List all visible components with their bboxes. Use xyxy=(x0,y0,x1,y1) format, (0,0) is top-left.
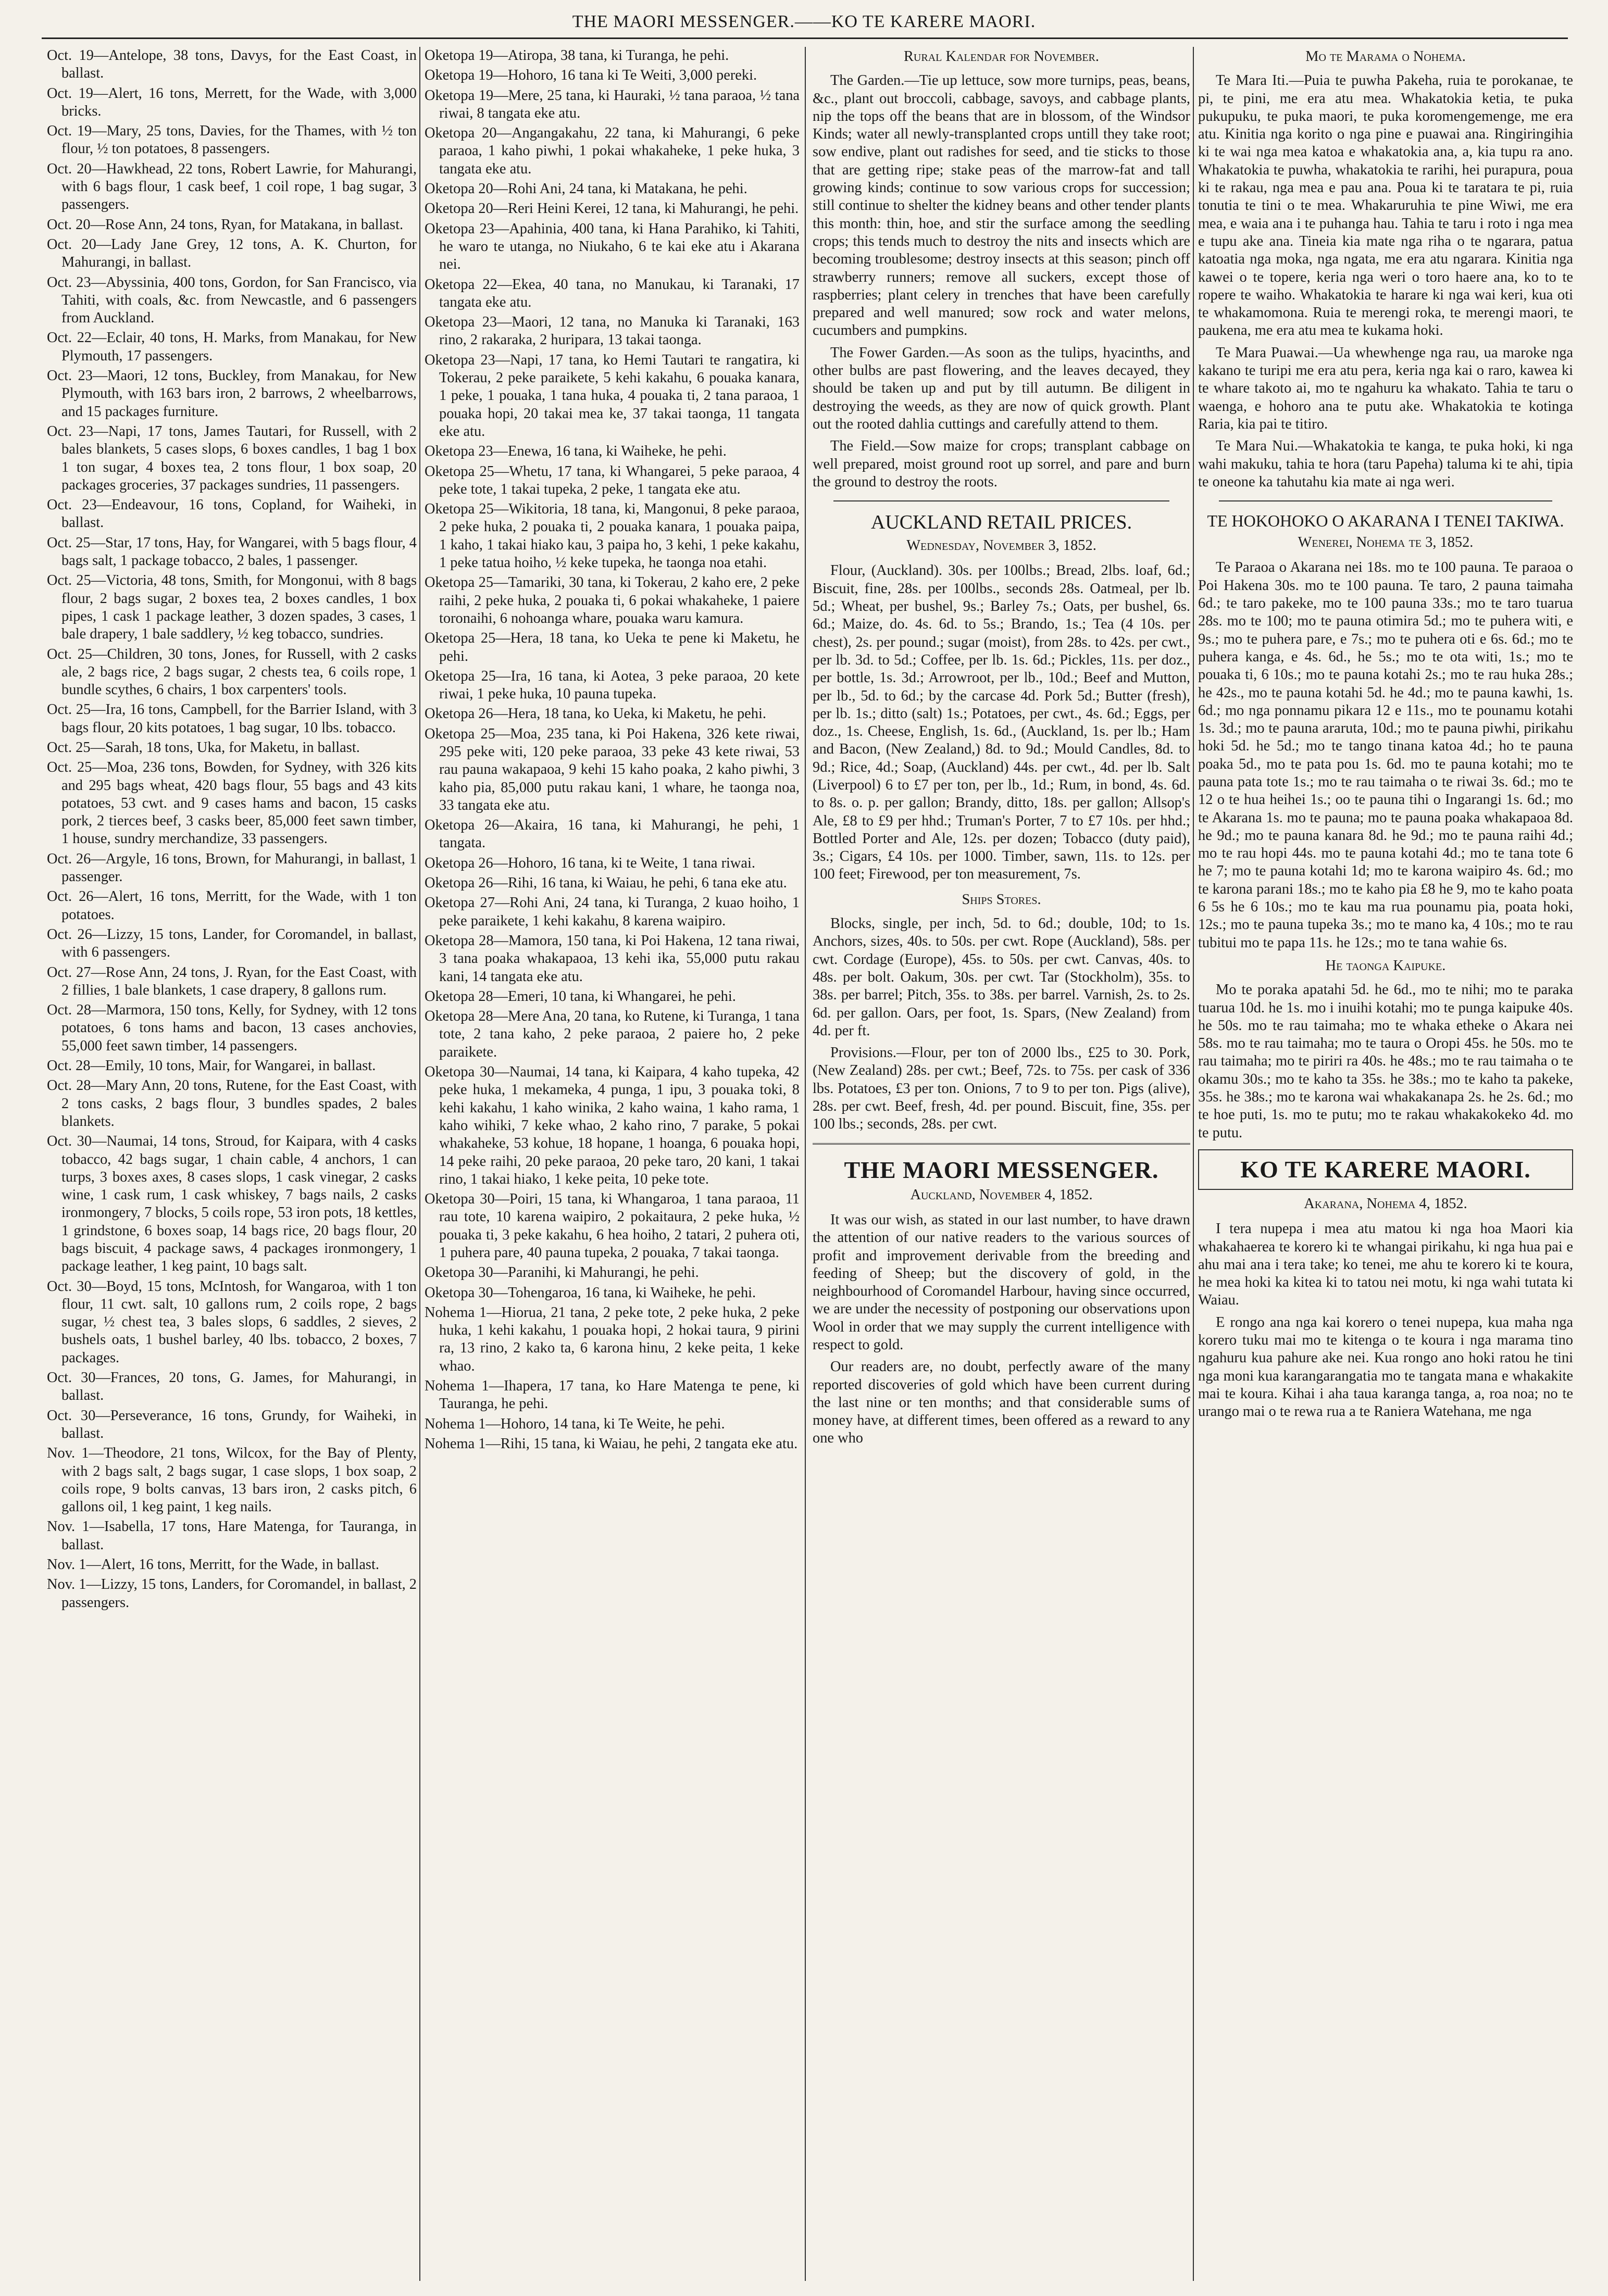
shipping-entry: Oketopa 25—Moa, 235 tana, ki Poi Hakena, 326 kete riwai, 295 peke witi, 120 peke paraoa, 33 peke 43 kete riwai, 53 rau pauna wakapaoa, 9 kehi 15 kaho poaka, 2 kaho piwhi, 3 kaho pia, 85,000 putu rakau kani, 1 whare, he taonga noa, 33 tangata eke atu. xyxy=(425,725,800,813)
hokohoko-title: TE HOKOHOKO O AKARANA I TENEI TAKIWA. xyxy=(1207,511,1564,531)
rural-paragraph: The Fower Garden.—As soon as the tulips, hyacinths, and other bulbs are past flowering, and the leaves decayed, they should be taken up and put by till autumn. Be diligent in destroying the weeds, as they are now of quick growth. Plant out the rooted dahlia cuttings and carefully attend to them. xyxy=(813,344,1190,432)
shipping-entry: Oct. 22—Eclair, 40 tons, H. Marks, from Manakau, for New Plymouth, 17 passengers. xyxy=(47,330,417,364)
rural-paragraph: The Garden.—Tie up lettuce, sow more turnips, peas, beans, &c., plant out broccoli, cabbage, savoys, and cabbage plants, nip the tops off the beans that are in blossom, of the Windsor Kinds; water all newly-transplanted crops untill they take root; sow endive, plant out radishes for seed, and tie sticks to those that are getting ripe; stake peas of the marrow-fat and tall growing kinds; continue to sow various crops for succession; still continue to shelter the kidney beans and other tender plants this month: thin, hoe, and stir the surface among the seedling crops; this tends much to destroy the nits and insects which are becoming troublesome; destroy insects at this season; pinch off strawberry runners; remove all suckers, except those of raspberries; plant celery in trenches that have been carefully prepared and well manured; sow rock and water melons, cucumbers and pumpkins. xyxy=(813,72,1190,339)
retail-prices-title: AUCKLAND RETAIL PRICES. xyxy=(870,511,1132,534)
hokohoko-date: Wenerei, Nohema te 3, 1852. xyxy=(1298,534,1474,551)
shipping-entry: Oketopa 25—Ira, 16 tana, ki Aotea, 3 peke paraoa, 20 kete riwai, 1 peke huka, 10 pauna tupeka. xyxy=(425,668,800,702)
shipping-departures-english xyxy=(47,47,417,2286)
shipping-entry: Oketopa 20—Rohi Ani, 24 tana, ki Matakana, he pehi. xyxy=(425,181,747,197)
column-rule xyxy=(1193,47,1194,2281)
retail-prices-text: Flour, (Auckland). 30s. per 100lbs.; Bread, 2lbs. loaf, 6d.; Biscuit, fine, 28s. per 100lbs., seconds 28s. Oatmeal, per lb. 5d.; Wheat, per bushel, 9s.; Barley 7s.; Oats, per bushel, 6s. 6d.; Maize, do. 4s. 6d. to 5s.; Brando, 1s.; Tea (4 10s. per chest), 2s. per pound.; sugar (moist), from 28s. to 42s. per cwt., per lb. 3d. to 5d.; Coffee, per lb. 1s. 6d.; Pickles, 11s. per doz., per bottle, 1s. 3d.; Arrowroot, per lb., 10d.; Beef and Mutton, per lb., 5d. to 6d.; by the carcase 4d. Pork 5d.; Butter (fresh), per lb. 1s.; ditto (salt) 1s.; Potatoes, per cwt., 4s. 6d.; Eggs, per doz., 1s. Cheese, English, 1s. 6d., (Auckland, 1s. per lb.; Ham and Bacon, (New Zealand,) 8d. to 9d.; Mould Candles, 8d. to 9d.; Rice, 4d.; Soap, (Auckland) 44s. per cwt., 4d. per lb. Salt (Liverpool) 6 to £7 per ton, per lb., 1d.; Rum, in bond, 4s. 6d. to 8s. o. p. per gallon; Brandy, ditto, 18s. per gallon; Allsop's Ale, £8 to £9 per hhd.; Truman's Porter, 7 to £7 10s. per hhd.; Bottled Porter and Ale, 12s. per dozen; Tobacco (duty paid), 3s.; Cigars, £4 10s. per 1000. Timber, sawn, 11s. to 12s. per 100 feet; Firewood, per ton measurement, 7s. xyxy=(813,562,1190,883)
shipping-entry: Oketopa 19—Hohoro, 16 tana ki Te Weiti, 3,000 pereki. xyxy=(425,67,757,84)
shipping-entry: Oketopa 22—Ekea, 40 tana, no Manukau, ki Taranaki, 17 tangata eke atu. xyxy=(425,276,800,310)
shipping-entry: Oct. 20—Rose Ann, 24 tons, Ryan, for Matakana, in ballast. xyxy=(47,216,404,233)
shipping-entry: Oct. 30—Frances, 20 tons, G. James, for Mahurangi, in ballast. xyxy=(47,1370,417,1404)
shipping-entry: Oketopa 30—Naumai, 14 tana, ki Kaipara, 4 kaho tupeka, 42 peke huka, 1 mekameka, 4 punga, 1 ipu, 3 pouaka toki, 8 kehi kakahu, 1 kaho winika, 2 kaho waina, 1 kaho rama, 1 kaho wihiki, 7 keke whao, 2 kaho rino, 7 parake, 5 pokai whakaheke, 53 kohue, 18 hopane, 1 hoanga, 6 pouaka hopi, 14 peke raihi, 20 peke paraoa, 20 peke taro, 20 kani, 1 takai rino, 1 takai hiako, 1 keke peita, 10 peke tote. xyxy=(425,1064,800,1187)
shipping-entry: Oct. 30—Boyd, 15 tons, McIntosh, for Wangaroa, with 1 ton flour, 11 cwt. salt, 10 gallons rum, 2 coils rope, 2 bags sugar, ½ chest tea, 3 bales slops, 6 saddles, 2 sieves, 2 bushels oats, 1 bushel barley, 40 lbs. tobacco, 2 boxes, 7 packages. xyxy=(47,1278,417,1366)
shipping-entry: Oct. 28—Marmora, 150 tons, Kelly, for Sydney, with 12 tons potatoes, 6 tons hams and bacon, 13 cases anchovies, 55,000 feet sawn timber, 14 passengers. xyxy=(47,1002,417,1054)
karere-paragraph: E rongo ana nga kai korero o tenei nupepa, kua maha nga korero tuku mai mo te kitenga o te koura i nga marama tino ngahuru kua pahure ake nei. Kua rongo ano hoki ratou he tini nga moni kua karangarangatia mo te tangata mana e whakakite mai te koura. Kihai i aha taua karanga tanga, a, roa noa; no te urango mai o te rewa rua a te Raniera Watehana, me nga xyxy=(1198,1314,1573,1420)
shipping-entry: Nov. 1—Isabella, 17 tons, Hare Matenga, for Tauranga, in ballast. xyxy=(47,1519,417,1553)
shipping-entry: Nov. 1—Theodore, 21 tons, Wilcox, for the Bay of Plenty, with 2 bags salt, 2 bags sugar, 1 case slops, 1 box soap, 2 coils rope, 9 bolts canvas, 13 bars iron, 2 casks pitch, 6 gallons oil, 1 keg paint, 1 keg nails. xyxy=(47,1445,417,1515)
shipping-entry: Oketopa 19—Atiropa, 38 tana, ki Turanga, he pehi. xyxy=(425,47,729,64)
shipping-entry: Oketopa 28—Emeri, 10 tana, ki Whangarei, he pehi. xyxy=(425,988,736,1005)
shipping-entry: Oketopa 25—Tamariki, 30 tana, ki Tokerau, 2 kaho ere, 2 peke raihi, 2 peke huka, 2 pouaka ti, 6 pokai whakaheke, 1 paiere toronaihi, 6 nohoanga whare, pouaka waru kamura. xyxy=(425,574,800,626)
shipping-entry: Oketopa 25—Hera, 18 tana, ko Ueka te pene ki Maketu, he pehi. xyxy=(425,630,800,664)
shipping-entry: Oketopa 30—Tohengaroa, 16 tana, ki Waiheke, he pehi. xyxy=(425,1284,756,1301)
shipping-entry: Oct. 25—Children, 30 tons, Jones, for Russell, with 2 casks ale, 2 bags rice, 2 bags sugar, 2 chests tea, 6 coils rope, 1 bundle scythes, 6 chairs, 1 box carpenters' tools. xyxy=(47,646,417,698)
shipping-entry: Oct. 19—Mary, 25 tons, Davies, for the Thames, with ½ ton flour, ½ ton potatoes, 8 passengers. xyxy=(47,123,417,157)
marama-title: Mo te Marama o Nohema. xyxy=(1305,48,1466,65)
shipping-entry: Oketopa 26—Rihi, 16 tana, ki Waiau, he pehi, 6 tana eke atu. xyxy=(425,875,787,892)
hokohoko-text: Te Paraoa o Akarana nei 18s. mo te 100 pauna. Te paraoa o Poi Hakena 30s. mo te 100 pauna. Te taro, 2 pauna taimaha 6d.; te taro pakeke, mo te 100 pauna 33s.; mo te taro tuarua 28s. mo te 100; mo te pauna otimira 5d.; mo te puhera witi, e 9s.; mo te puhera pare, e 7s.; mo te puhera oti e 6s. 6d.; mo te puhera kanga, e 4s. 6d., he 5s.; mo te ota witi, 1s.; mo te pouaka ti, 6 10s.; mo te pauna kotahi 2s.; mo te rau huka 28s.; he 42s., mo te pauna kotahi 5d. he 4d.; mo te pauna kawhi, 1s. 6d.; mo nga ponnamu pikara 12 e 11s., mo te pounamu kotahi 1s. 3d.; mo te pauna araruta, 10d.; mo te pauna piwhi, pirikahu hoki 5d. he 5d.; mo te tango tinana katoa 4d.; ho te pauna poaka 5d., mo te pata pou 1s. 6d. mo te pauna kotahi; mo te pauna pata tote 1s.; mo te rau taimaha o te riwai 3s. 6d.; mo te 12 o te hua heihei 1s.; oo te pauna tihi o Ingarangi 1s. 6d.; mo te Akarana 1s. mo te pauna; mo te pauna poaka whakapaoa 8d. he 9d.; mo te pauna kanara 8d. he 9d.; mo te pauna raihi 4d.; mo te rau hopi 44s. mo te pauna kotahi 4d.; mo te tana tote 6 he 7; mo te pauna kotahi 1d; mo te karona waipiro 4s. 6d.; mo te karona parani 18s.; mo te kaho pia £8 he 9, mo te kaho poata 6 5s he 6 10s.; mo te kau ma rua pounamu pia, poata hoki, 12s.; mo te pauna tupeka 3s.; mo te mano ka, 4 10s.; mo te rau tubitui mo te papa 11s. he 12s.; mo te tana wahie 6s. xyxy=(1198,559,1573,951)
shipping-entry: Oct. 23—Napi, 17 tons, James Tautari, for Russell, with 2 bales blankets, 5 cases slops, 6 boxes candles, 1 bag 1 box 1 ton sugar, 4 boxes tea, 2 tons flour, 1 box soap, 20 packages groceries, 37 packages sundries, 11 passengers. xyxy=(47,423,417,493)
column-three xyxy=(813,47,1190,2286)
shipping-entry: Oketopa 20—Reri Heini Kerei, 12 tana, ki Mahurangi, he pehi. xyxy=(425,200,799,217)
editorial-paragraph: Our readers are, no doubt, perfectly aware of the many reported discoveries of gold which have been current during the last nine or ten months; and that considerable sums of money have, at different times, been offered as a reward to any one who xyxy=(813,1359,1190,1447)
shipping-entry: Oct. 26—Alert, 16 tons, Merritt, for the Wade, with 1 ton potatoes. xyxy=(47,888,417,923)
shipping-entry: Oct. 30—Naumai, 14 tons, Stroud, for Kaipara, with 4 casks tobacco, 42 bags sugar, 1 chain cable, 4 anchors, 1 can turps, 3 boxes axes, 8 cases slops, 1 cask vinegar, 2 casks wine, 1 cask rum, 1 cask whiskey, 7 bags nails, 2 casks ironmongery, 7 blocks, 5 coils rope, 53 iron pots, 18 kettles, 1 grindstone, 6 boxes soap, 14 bags rice, 20 bags flour, 20 bags biscuit, 4 package saws, 4 packages ironmongery, 1 package leather, 1 keg paint, 10 bags salt. xyxy=(47,1133,417,1275)
shipping-entry: Oct. 23—Endeavour, 16 tons, Copland, for Waiheki, in ballast. xyxy=(47,497,417,531)
shipping-entry: Oketopa 26—Hohoro, 16 tana, ki te Weite, 1 tana riwai. xyxy=(425,855,756,871)
shipping-entry: Oct. 25—Sarah, 18 tons, Uka, for Maketu, in ballast. xyxy=(47,739,360,756)
shipping-entry: Oct. 26—Lizzy, 15 tons, Lander, for Coromandel, in ballast, with 6 passengers. xyxy=(47,926,417,961)
karere-title-box xyxy=(1198,1149,1573,1190)
rural-paragraph: The Field.—Sow maize for crops; transplant cabbage on well prepared, moist ground root up sorrel, and pare and burn the ground to destroy the roots. xyxy=(813,438,1190,490)
marama-paragraph: Te Mara Nui.—Whakatokia te kanga, te puka hoki, ki nga wahi makuku, tahia te hora (taru Papeha) taluma ki te ahi, tipia te oneone ka tahutahu kia mate ai nga weri. xyxy=(1198,438,1573,490)
column-four xyxy=(1198,47,1573,2286)
ships-stores-title: Ships Stores. xyxy=(962,891,1041,908)
kaipuke-title: He taonga Kaipuke. xyxy=(1325,957,1446,974)
marama-paragraph: Te Mara Iti.—Puia te puwha Pakeha, ruia te porokanae, te pi, te pini, me era atu mea. Whakatokia ketia, te puka pukupuku, te puka maori, te puka koromengemenge, me era atu. Kinitia nga korito o nga pine e puawai ana. Ringiringihia ki te wai nga mea katoa e whakatokia ana, a, kia tupu ra ano. Whakatokia te puwha, whakatokia te rarihi, hei purapura, poua ki te rakau, nga mea e pau ana. Poua ki te taratara te pi, ruia tonutia te tini o te mea. Whakaruruhia te pine Wiwi, me era mea, e waia ana i te puhanga hau. Tahia te taru i roto i nga mea e tupu ake ana. Tineia kia mate nga riha o te ngarara, patua katoatia nga moka, nga ngata, me era atu ngarara. Kinitia nga kawei o te topere, keria nga weri o toro haere ana, ko to te ropere te waiho. Whakatokia te harare ki nga wai keri, kua oti te whakamomona. Ruia te merengi roka, te merengi maori, te paukena, me era atu mea te kukama hoki. xyxy=(1198,72,1573,339)
maori-messenger-title: THE MAORI MESSENGER. xyxy=(844,1156,1159,1183)
provisions-text: Provisions.—Flour, per ton of 2000 lbs., £25 to 30. Pork, (New Zealand) 28s. per cwt.; Beef, 72s. to 75s. per cask of 336 lbs. Potatoes, £3 per ton. Onions, 7 to 9 to per ton. Pigs (alive), 28s. per cwt. Beef, fresh, 4d. per pound. Biscuit, fine, 35s. per 100 lbs.; seconds, 28s. per cwt. xyxy=(813,1045,1190,1133)
shipping-entry: Oct. 23—Abyssinia, 400 tons, Gordon, for San Francisco, via Tahiti, with coals, &c. from Newcastle, and 6 passengers from Auckland. xyxy=(47,274,417,327)
kaipuke-text: Mo te poraka apatahi 5d. he 6d., mo te nihi; mo te paraka tuarua 10d. he 1s. mo i inuihi kotahi; mo te punga kaipuke 40s. he 50s. mo te rau taimaha; mo te whaka etheke o Akara nei 58s. mo te rau taimaha; mo te taura o Oropi 45s. he 50s. mo te rau taimaha; mo te piriri ra 40s. he 48s.; mo te rau taimaha o te okamu 30s.; mo te kaho ta 35s. he 38s.; mo te kaho ta pakeke, 35s. he 38s.; mo te karona wai whakakanapa 2s. he 2s. 6d.; mo te hoe puti, 1s. mo te putu; mo te rakau whakakokeko 4d. mo te putu. xyxy=(1198,982,1573,1141)
shipping-entry: Nohema 1—Ihapera, 17 tana, ko Hare Matenga te pene, ki Tauranga, he pehi. xyxy=(425,1378,800,1412)
shipping-entry: Oct. 28—Mary Ann, 20 tons, Rutene, for the East Coast, with 2 tons casks, 2 bags flour, 3 bundles spades, 2 bales blankets. xyxy=(47,1077,417,1130)
column-rule xyxy=(419,47,420,2281)
shipping-entry: Oketopa 28—Mamora, 150 tana, ki Poi Hakena, 12 tana riwai, 3 tana poaka whakapaoa, 13 kehi ika, 55,000 putu rakau kani, 14 tangata eke atu. xyxy=(425,932,800,985)
shipping-entry: Oct. 19—Alert, 16 tons, Merrett, for the Wade, with 3,000 bricks. xyxy=(47,85,417,119)
shipping-entry: Oketopa 30—Poiri, 15 tana, ki Whangaroa, 1 tana paraoa, 11 rau tote, 10 karena waipiro, 2 pokaitaura, 2 peke huka, ½ pouaka ti, 3 peke kakahu, 6 hea hoiho, 2 tatari, 2 puhera oti, 1 puhera pare, 40 pauna tupeka, 2 pouaka, 7 takai taonga. xyxy=(425,1191,800,1261)
shipping-entry: Oct. 27—Rose Ann, 24 tons, J. Ryan, for the East Coast, with 2 fillies, 1 bale blankets, 1 case drapery, 8 gallons rum. xyxy=(47,964,417,998)
shipping-entry: Oketopa 20—Angangakahu, 22 tana, ki Mahurangi, 6 peke paraoa, 1 kaho piwhi, 1 pokai whakaheke, 1 peke huka, 3 tangata eke atu. xyxy=(425,125,800,177)
shipping-entry: Oct. 25—Moa, 236 tons, Bowden, for Sydney, with 326 kits and 295 bags wheat, 420 bags flour, 55 bags and 43 kits potatoes, 53 cwt. and 9 cases hams and bacon, 15 casks pork, 2 tierces beef, 3 casks beer, 85,000 feet sawn timber, 1 house, sundry merchandize, 33 passengers. xyxy=(47,759,417,847)
section-rule xyxy=(833,500,1169,501)
shipping-entry: Nohema 1—Hohoro, 14 tana, ki Te Weite, he pehi. xyxy=(425,1415,725,1432)
shipping-entry: Oketopa 23—Maori, 12 tana, no Manuka ki Taranaki, 163 rino, 2 rakaraka, 2 huripara, 13 takai taonga. xyxy=(425,314,800,348)
shipping-entry: Oct. 25—Victoria, 48 tons, Smith, for Mongonui, with 8 bags flour, 2 bags sugar, 2 boxes tea, 2 boxes candles, 1 box pipes, 1 cask 1 package leather, 3 dozen spades, 3 cases, 1 bale drapery, 1 bale saddlery, ½ keg tobacco, sundries. xyxy=(47,572,417,643)
shipping-entry: Nov. 1—Alert, 16 tons, Merritt, for the Wade, in ballast. xyxy=(47,1557,379,1573)
shipping-entry: Oketopa 23—Apahinia, 400 tana, ki Hana Parahiko, ki Tahiti, he waro te utanga, no Niukaho, 6 te kai eke atu i Akarana nei. xyxy=(425,220,800,273)
shipping-departures-maori xyxy=(425,47,800,2286)
shipping-entry: Oketopa 19—Mere, 25 tana, ki Hauraki, ½ tana paraoa, ½ tana riwai, 8 tangata eke atu. xyxy=(425,87,800,121)
shipping-entry: Oketopa 25—Wikitoria, 18 tana, ki, Mangonui, 8 peke paraoa, 2 peke huka, 2 pouaka ti, 2 pouaka kanara, 1 pouaka paipa, 1 kaho, 1 takai hiako kau, 3 paipa ho, 3 kehi, 1 peke kakahu, 1 peke tatua hoiho, ½ keke tupeka, he taonga noa etahi. xyxy=(425,501,800,571)
shipping-entry: Oct. 25—Star, 17 tons, Hay, for Wangarei, with 5 bags flour, 4 bags salt, 1 package tobacco, 2 bales, 1 passenger. xyxy=(47,534,417,569)
retail-prices-date: Wednesday, November 3, 1852. xyxy=(906,537,1096,554)
editorial-paragraph: It was our wish, as stated in our last number, to have drawn the attention of our native readers to the various sources of profit and improvement derivable from the breeding and feeding of Sheep; but the discovery of gold, in the neighbourhood of Coromandel Harbour, having since occurred, we are under the necessity of postponing our observations upon Wool in order that we may supply the current intelligence with respect to gold. xyxy=(813,1211,1190,1353)
shipping-entry: Nohema 1—Rihi, 15 tana, ki Waiau, he pehi, 2 tangata eke atu. xyxy=(425,1435,798,1452)
shipping-entry: Oct. 20—Hawkhead, 22 tons, Robert Lawrie, for Mahurangi, with 6 bags flour, 1 cask beef, 1 coil rope, 1 bag sugar, 3 passengers. xyxy=(47,160,417,213)
shipping-entry: Oct. 26—Argyle, 16 tons, Brown, for Mahurangi, in ballast, 1 passenger. xyxy=(47,850,417,885)
shipping-entry: Nov. 1—Lizzy, 15 tons, Landers, for Coromandel, in ballast, 2 passengers. xyxy=(47,1576,417,1611)
shipping-entry: Oct. 30—Perseverance, 16 tons, Grundy, for Waiheki, in ballast. xyxy=(47,1407,417,1441)
shipping-entry: Oketopa 25—Whetu, 17 tana, ki Whangarei, 5 peke paraoa, 4 peke tote, 1 takai tupeka, 2 peke, 1 tangata eke atu. xyxy=(425,463,800,497)
karere-title: KO TE KARERE MAORI. xyxy=(1240,1156,1531,1183)
shipping-entry: Oct. 23—Maori, 12 tons, Buckley, from Manakau, for New Plymouth, with 163 bars iron, 2 barrows, 2 wheelbarrows, and 15 packages furniture. xyxy=(47,368,417,420)
marama-paragraph: Te Mara Puawai.—Ua whewhenge nga rau, ua maroke nga kakano te turipi me era atu pera, keria nga kai o raro, kawea ki te whare takoto ai, mo te ngahuru ka whakato. Tahia te taru o waenga, e hohoro ana te putu ake. Whakatokia te kotinga Raria, kia pai te titiro. xyxy=(1198,344,1573,432)
karere-date: Akarana, Nohema 4, 1852. xyxy=(1304,1195,1467,1212)
shipping-entry: Oketopa 26—Hera, 18 tana, ko Ueka, ki Maketu, he pehi. xyxy=(425,706,766,722)
column-rule xyxy=(805,47,806,2281)
rural-kalendar-title: Rural Kalendar for November. xyxy=(903,48,1099,65)
ships-stores-text: Blocks, single, per inch, 5d. to 6d.; double, 10d; to 1s. Anchors, sizes, 40s. to 50s. per cwt. Rope (Auckland), 58s. per cwt. Cordage (Europe), 45s. to 50s. per cwt. Canvas, 40s. to 48s. per bolt. Oakum, 30s. per cwt. Tar (Stockholm), 35s. to 38s. per barrel; Pitch, 35s. to 38s. per barrel. Varnish, 2s. to 2s. 6d. per gallon. Oars, per foot, 1s. Spars, (New Zealand) from 4d. per ft. xyxy=(813,915,1190,1039)
shipping-entry: Oct. 25—Ira, 16 tons, Campbell, for the Barrier Island, with 3 bags flour, 20 kits potatoes, 1 bag sugar, 10 lbs. tobacco. xyxy=(47,701,417,736)
shipping-entry: Nohema 1—Hiorua, 21 tana, 2 peke tote, 2 peke huka, 2 peke huka, 1 kehi kakahu, 1 pouaka hopi, 2 hokai taura, 9 pirini ra, 13 rino, 2 kako ta, 6 karona hinu, 2 keke peita, 1 keke whao. xyxy=(425,1304,800,1374)
shipping-entry: Oketopa 30—Paranihi, ki Mahurangi, he pehi. xyxy=(425,1264,699,1281)
double-rule xyxy=(813,1143,1190,1147)
shipping-entry: Oct. 28—Emily, 10 tons, Mair, for Wangarei, in ballast. xyxy=(47,1058,376,1074)
maori-messenger-date: Auckland, November 4, 1852. xyxy=(910,1186,1093,1203)
shipping-entry: Oketopa 23—Enewa, 16 tana, ki Waiheke, he pehi. xyxy=(425,443,727,460)
karere-paragraph: I tera nupepa i mea atu matou ki nga hoa Maori kia whakahaerea te korero ki te whangai pirikahu, ki nga hua pai e ahu mai ana i tera take; ko tenei, me ahu te korero ki te koura, he mea hoki ka kitea ki to tatou nei motu, ki nga wahi tutata ki Waiau. xyxy=(1198,1221,1573,1309)
shipping-entry: Oketopa 27—Rohi Ani, 24 tana, ki Turanga, 2 kuao hoiho, 1 peke paraikete, 1 kehi kakahu, 8 karena waipiro. xyxy=(425,895,800,929)
section-rule xyxy=(1219,500,1552,501)
shipping-entry: Oketopa 28—Mere Ana, 20 tana, ko Rutene, ki Turanga, 1 tana tote, 2 tana kaho, 2 peke paraoa, 2 paiere ho, 2 peke paraikete. xyxy=(425,1008,800,1060)
shipping-entry: Oct. 19—Antelope, 38 tons, Davys, for the East Coast, in ballast. xyxy=(47,47,417,82)
page-header: THE MAORI MESSENGER.——KO TE KARERE MAORI. xyxy=(572,12,1036,31)
shipping-entry: Oketopa 26—Akaira, 16 tana, ki Mahurangi, he pehi, 1 tangata. xyxy=(425,817,800,851)
shipping-entry: Oct. 20—Lady Jane Grey, 12 tons, A. K. Churton, for Mahurangi, in ballast. xyxy=(47,236,417,271)
shipping-entry: Oketopa 23—Napi, 17 tana, ko Hemi Tautari te rangatira, ki Tokerau, 2 peke paraikete, 5 kehi kakahu, 6 pouaka kanara, 1 peke, 1 pouaka, 1 tana huka, 4 pouaka ti, 2 tana paraoa, 1 pouaka hopi, 20 takai mea ke, 37 takai taonga, 11 tangata eke atu. xyxy=(425,352,800,440)
header-rule xyxy=(42,37,1568,39)
